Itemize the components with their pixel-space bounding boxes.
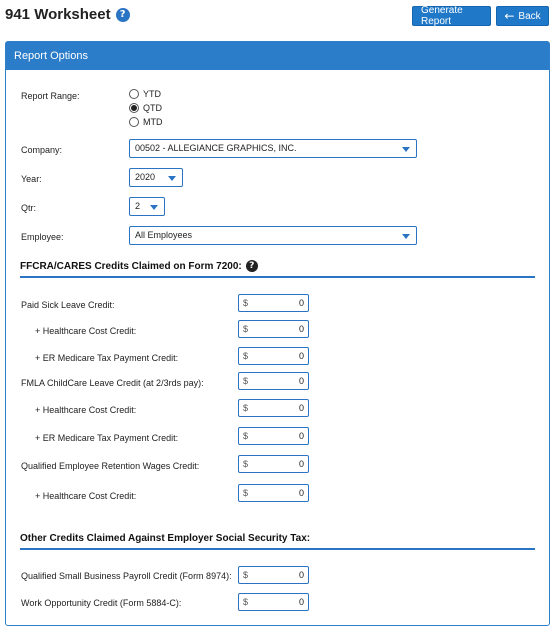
other-credits-section-title-text: Other Credits Claimed Against Employer Social Security Tax:	[20, 533, 311, 544]
healthcare-cost-2-value: 0	[298, 403, 304, 413]
report-range-label: Report Range:	[21, 91, 80, 101]
company-select[interactable]	[129, 139, 417, 158]
chevron-down-icon	[402, 147, 410, 152]
employee-label: Employee:	[21, 232, 64, 242]
chevron-down-icon	[150, 205, 158, 210]
page-title-text: 941 Worksheet	[5, 6, 111, 23]
qtr-label: Qtr:	[21, 203, 36, 213]
employee-select-value: All Employees	[135, 230, 193, 240]
back-arrow-icon: ←	[504, 9, 515, 23]
er-medicare-1-label: + ER Medicare Tax Payment Credit:	[35, 353, 179, 363]
retention-wages-value: 0	[298, 459, 304, 469]
work-opportunity-input[interactable]	[238, 593, 309, 611]
dollar-sign: $	[243, 351, 249, 361]
healthcare-cost-1-label: + Healthcare Cost Credit:	[35, 326, 137, 336]
retention-wages-label: Qualified Employee Retention Wages Credit:	[21, 461, 200, 471]
fmla-childcare-value: 0	[298, 376, 304, 386]
qtr-select-value: 2	[135, 201, 141, 211]
page-title	[5, 6, 130, 23]
er-medicare-1-value: 0	[298, 351, 304, 361]
work-opportunity-label: Work Opportunity Credit (Form 5884-C):	[21, 598, 182, 608]
small-business-payroll-input[interactable]	[238, 566, 309, 584]
dollar-sign: $	[243, 376, 249, 386]
year-select[interactable]	[129, 168, 183, 187]
radio-qtd-label: QTD	[143, 103, 162, 113]
dollar-sign: $	[243, 570, 249, 580]
retention-wages-input[interactable]	[238, 455, 309, 473]
report-options-panel	[5, 41, 550, 626]
chevron-down-icon	[168, 176, 176, 181]
radio-ytd[interactable]	[129, 87, 163, 101]
section-divider	[20, 548, 535, 550]
er-medicare-2-input[interactable]	[238, 427, 309, 445]
healthcare-cost-2-label: + Healthcare Cost Credit:	[35, 405, 137, 415]
small-business-payroll-label: Qualified Small Business Payroll Credit (Form 8974):	[21, 571, 232, 581]
chevron-down-icon	[402, 234, 410, 239]
radio-qtd-circle[interactable]	[129, 103, 139, 113]
other-credits-section-title	[20, 533, 310, 544]
dollar-sign: $	[243, 488, 249, 498]
fmla-childcare-input[interactable]	[238, 372, 309, 390]
paid-sick-leave-input[interactable]	[238, 294, 309, 312]
year-label: Year:	[21, 174, 42, 184]
dollar-sign: $	[243, 431, 249, 441]
dollar-sign: $	[243, 403, 249, 413]
work-opportunity-value: 0	[298, 597, 304, 607]
ffcra-section-title-text: FFCRA/CARES Credits Claimed on Form 7200:	[20, 260, 242, 272]
year-select-value: 2020	[135, 172, 156, 182]
generate-report-button[interactable]	[412, 6, 491, 26]
generate-report-label: Generate Report	[421, 5, 463, 27]
er-medicare-1-input[interactable]	[238, 347, 309, 365]
back-button[interactable]	[496, 6, 549, 26]
help-icon[interactable]: ?	[246, 260, 258, 272]
qtr-select[interactable]	[129, 197, 165, 216]
company-select-value: 00502 - ALLEGIANCE GRAPHICS, INC.	[135, 143, 297, 153]
panel-header: Report Options	[6, 42, 549, 70]
er-medicare-2-value: 0	[298, 431, 304, 441]
healthcare-cost-1-value: 0	[298, 324, 304, 334]
paid-sick-leave-label: Paid Sick Leave Credit:	[21, 300, 115, 310]
dollar-sign: $	[243, 597, 249, 607]
healthcare-cost-3-label: + Healthcare Cost Credit:	[35, 491, 137, 501]
small-business-payroll-value: 0	[298, 570, 304, 580]
healthcare-cost-2-input[interactable]	[238, 399, 309, 417]
section-divider	[20, 276, 535, 278]
company-label: Company:	[21, 145, 63, 155]
radio-mtd-circle[interactable]	[129, 117, 139, 127]
fmla-childcare-label: FMLA ChildCare Leave Credit (at 2/3rds pay):	[21, 378, 204, 388]
top-bar	[0, 0, 555, 34]
radio-ytd-label: YTD	[143, 89, 161, 99]
back-label: Back	[518, 10, 541, 22]
healthcare-cost-3-value: 0	[298, 488, 304, 498]
radio-mtd[interactable]	[129, 115, 163, 129]
paid-sick-leave-value: 0	[298, 298, 304, 308]
er-medicare-2-label: + ER Medicare Tax Payment Credit:	[35, 433, 179, 443]
dollar-sign: $	[243, 324, 249, 334]
radio-mtd-label: MTD	[143, 117, 163, 127]
report-range-radio-group	[129, 87, 163, 129]
healthcare-cost-3-input[interactable]	[238, 484, 309, 502]
dollar-sign: $	[243, 459, 249, 469]
dollar-sign: $	[243, 298, 249, 308]
help-icon[interactable]: ?	[116, 8, 130, 22]
radio-qtd[interactable]	[129, 101, 163, 115]
healthcare-cost-1-input[interactable]	[238, 320, 309, 338]
radio-ytd-circle[interactable]	[129, 89, 139, 99]
employee-select[interactable]	[129, 226, 417, 245]
ffcra-section-title	[20, 260, 258, 272]
